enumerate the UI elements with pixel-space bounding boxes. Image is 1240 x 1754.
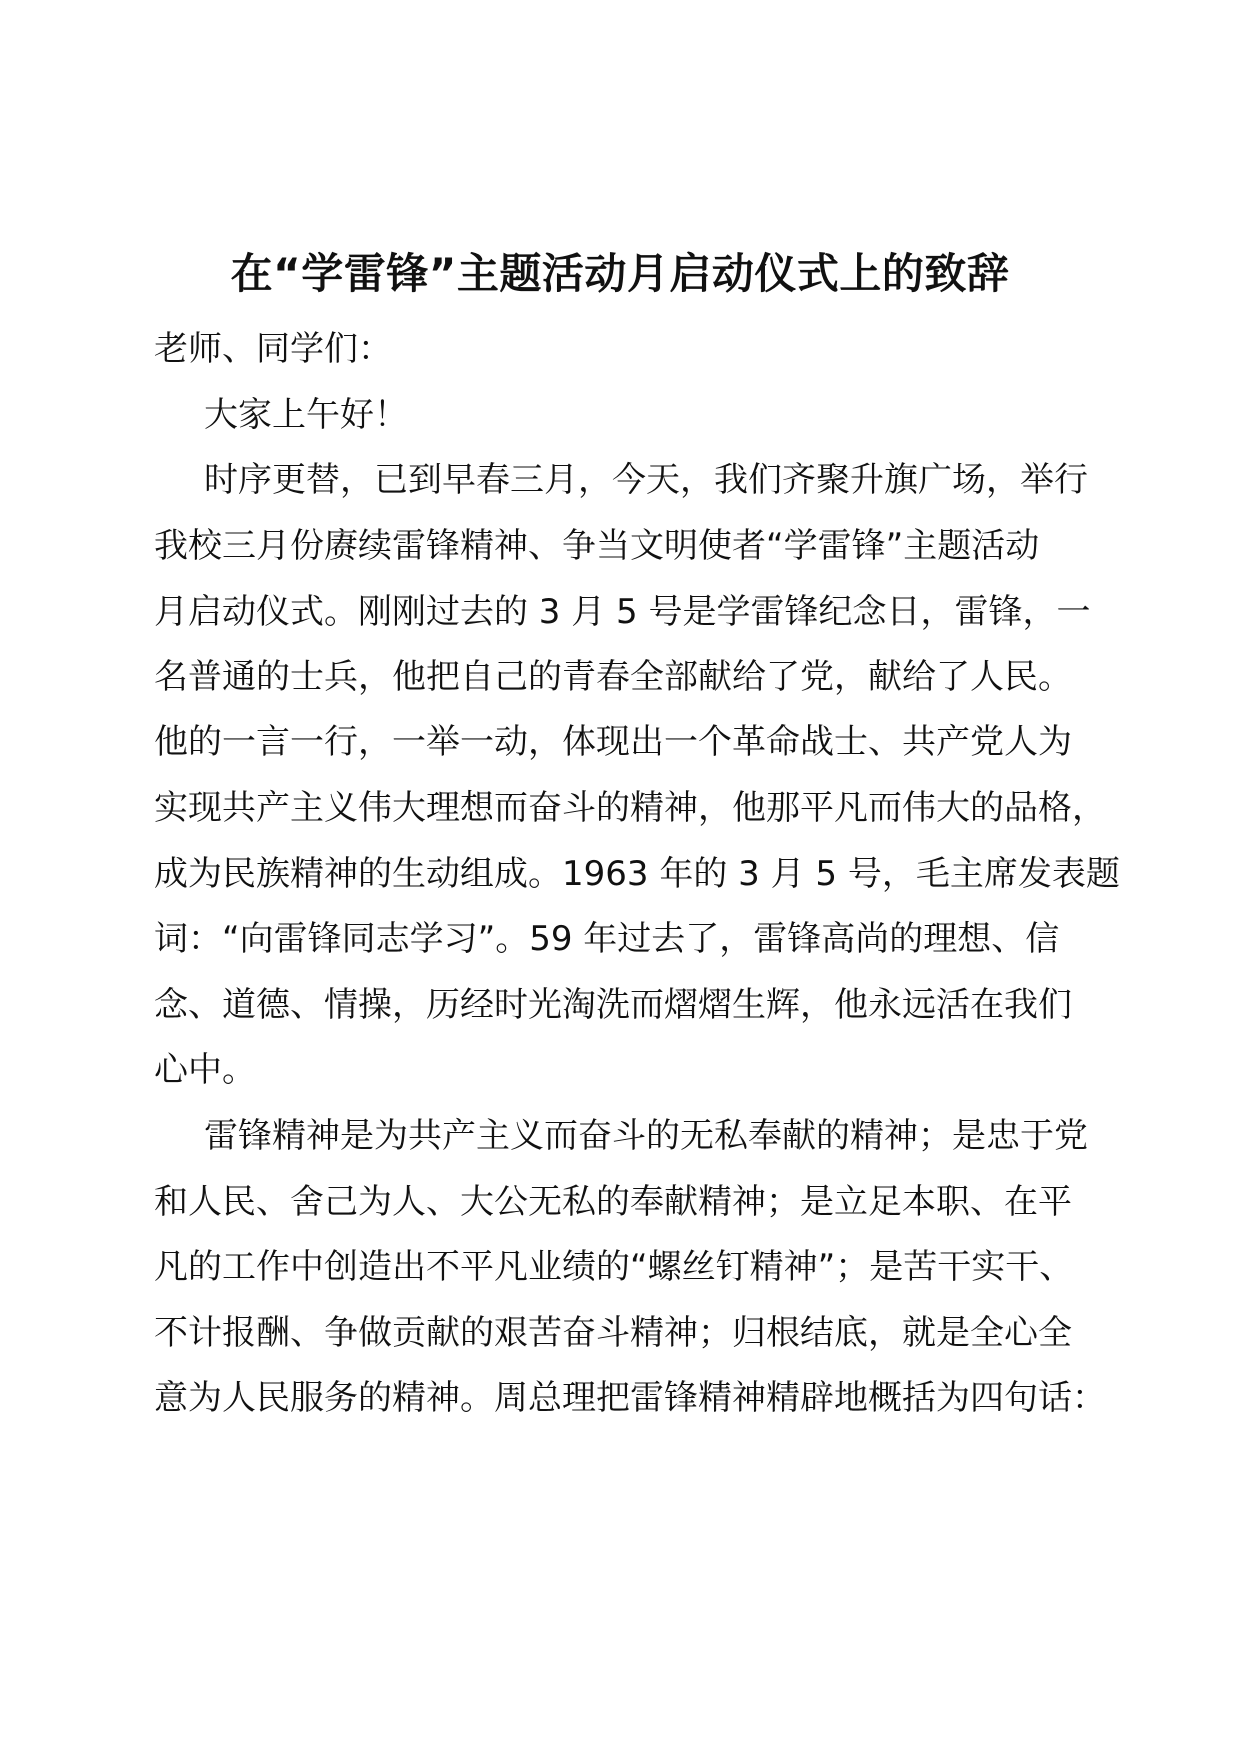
paragraph-1-line: 名普通的士兵，他把自己的青春全部献给了党，献给了人民。 (154, 657, 1072, 697)
paragraph-1-line: 词：“向雷锋同志学习”。59 年过去了，雷锋高尚的理想、信 (154, 919, 1060, 959)
paragraph-1-line: 念、道德、情操，历经时光淘洗而熠熠生辉，他永远活在我们 (154, 985, 1072, 1025)
paragraph-1-line: 我校三月份赓续雷锋精神、争当文明使者“学雷锋”主题活动 (154, 526, 1040, 566)
paragraph-1-line: 实现共产主义伟大理想而奋斗的精神，他那平凡而伟大的品格， (154, 788, 1106, 828)
paragraph-2-line: 意为人民服务的精神。周总理把雷锋精神精辟地概括为四句话： (154, 1378, 1106, 1418)
salutation: 老师、同学们： (154, 329, 392, 369)
paragraph-1-line: 月启动仪式。刚刚过去的 3 月 5 号是学雷锋纪念日，雷锋，一 (154, 592, 1091, 632)
paragraph-2-line: 和人民、舍己为人、大公无私的奉献精神；是立足本职、在平 (154, 1182, 1072, 1222)
paragraph-1-line: 成为民族精神的生动组成。1963 年的 3 月 5 号，毛主席发表题 (154, 854, 1120, 894)
paragraph-1-line: 心中。 (154, 1050, 256, 1090)
paragraph-1-line: 时序更替，已到早春三月，今天，我们齐聚升旗广场，举行 (204, 460, 1088, 500)
paragraph-2-line: 雷锋精神是为共产主义而奋斗的无私奉献的精神；是忠于党 (204, 1116, 1088, 1156)
document-title: 在“学雷锋”主题活动月启动仪式上的致辞 (230, 249, 1010, 298)
paragraph-2-line: 凡的工作中创造出不平凡业绩的“螺丝钉精神”；是苦干实干、 (154, 1247, 1074, 1287)
paragraph-2-line: 不计报酬、争做贡献的艰苦奋斗精神；归根结底，就是全心全 (154, 1313, 1072, 1353)
greeting: 大家上午好！ (204, 395, 408, 435)
paragraph-1-line: 他的一言一行，一举一动，体现出一个革命战士、共产党人为 (154, 722, 1072, 762)
